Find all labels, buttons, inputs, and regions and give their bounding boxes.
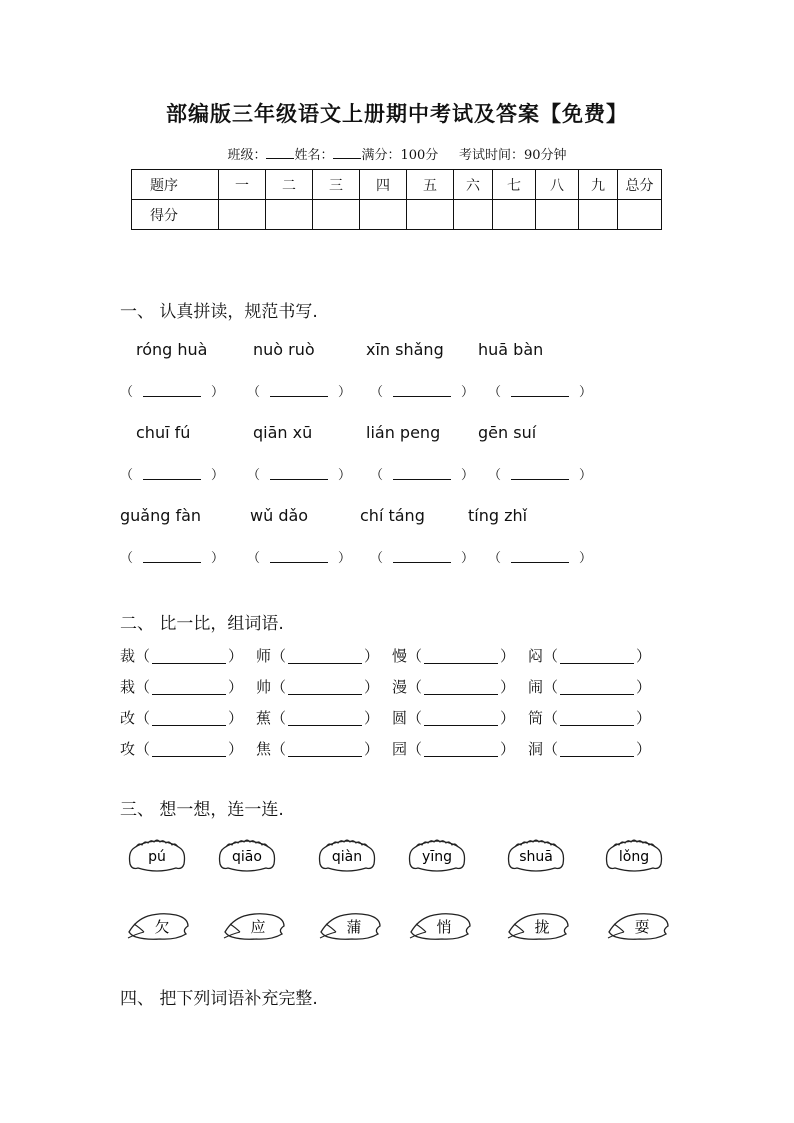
row-label: 得分 <box>132 200 219 230</box>
open-paren: （ <box>543 678 559 696</box>
close-paren: ） <box>228 709 244 727</box>
answer-line <box>424 663 498 664</box>
close-paren: ） <box>211 551 225 566</box>
pinyin-word: róng huà <box>136 340 208 359</box>
answer-line <box>511 562 569 563</box>
pinyin-word: tíng zhǐ <box>468 506 528 525</box>
close-paren: ） <box>228 740 244 758</box>
answer-blank[interactable] <box>488 381 592 400</box>
character: 园 <box>392 740 408 758</box>
score-cell[interactable] <box>536 200 579 230</box>
leaf-shape[interactable] <box>222 910 288 944</box>
word-item[interactable] <box>256 676 379 697</box>
score-cell[interactable] <box>407 200 454 230</box>
leaf-shape[interactable] <box>408 910 474 944</box>
section3-title: 三、 想一想，连一连. <box>120 800 284 820</box>
word-item[interactable] <box>392 707 515 728</box>
open-paren: （ <box>271 678 287 696</box>
score-table-score-row <box>132 200 662 230</box>
dumpling-shape[interactable] <box>505 836 567 876</box>
close-paren: ） <box>211 385 225 400</box>
score-table-header-row <box>132 170 662 200</box>
answer-line <box>152 694 226 695</box>
dumpling-pinyin: shuā <box>519 849 553 865</box>
col-7: 七 <box>493 170 536 200</box>
answer-blank[interactable] <box>488 547 592 566</box>
close-paren: ） <box>461 385 475 400</box>
score-cell[interactable] <box>493 200 536 230</box>
close-paren: ） <box>211 468 225 483</box>
close-paren: ） <box>364 647 380 665</box>
leaf-character: 欠 <box>154 918 170 936</box>
close-paren: ） <box>228 678 244 696</box>
col-9: 九 <box>579 170 618 200</box>
answer-line <box>288 756 362 757</box>
answer-line <box>288 694 362 695</box>
word-item[interactable] <box>392 645 515 666</box>
name-label: 姓名： <box>294 148 334 163</box>
answer-blank[interactable] <box>247 547 351 566</box>
score-cell[interactable] <box>579 200 618 230</box>
word-item[interactable] <box>392 738 515 759</box>
answer-line <box>152 756 226 757</box>
word-item[interactable] <box>120 676 243 697</box>
open-paren: （ <box>271 709 287 727</box>
character: 师 <box>256 647 272 665</box>
answer-blank[interactable] <box>370 381 474 400</box>
open-paren: （ <box>488 468 502 483</box>
close-paren: ） <box>338 551 352 566</box>
close-paren: ） <box>579 468 593 483</box>
close-paren: ） <box>364 740 380 758</box>
col-1: 一 <box>219 170 266 200</box>
answer-blank[interactable] <box>247 381 351 400</box>
score-cell[interactable] <box>360 200 407 230</box>
open-paren: （ <box>135 740 151 758</box>
pinyin-word: gēn suí <box>478 423 537 442</box>
word-item[interactable] <box>256 707 379 728</box>
score-cell[interactable] <box>313 200 360 230</box>
close-paren: ） <box>461 468 475 483</box>
dumpling-shape[interactable] <box>406 836 468 876</box>
answer-line <box>560 725 634 726</box>
answer-line <box>393 479 451 480</box>
score-table <box>131 169 662 230</box>
close-paren: ） <box>228 647 244 665</box>
class-blank <box>266 146 294 159</box>
answer-line <box>511 479 569 480</box>
pinyin-word: xīn shǎng <box>366 340 444 359</box>
word-item[interactable] <box>528 645 651 666</box>
close-paren: ） <box>461 551 475 566</box>
answer-line <box>288 663 362 664</box>
word-item[interactable] <box>256 738 379 759</box>
leaf-character: 悄 <box>436 918 452 936</box>
character: 帅 <box>256 678 272 696</box>
col-5: 五 <box>407 170 454 200</box>
close-paren: ） <box>636 678 652 696</box>
leaf-shape[interactable] <box>506 910 572 944</box>
character: 筒 <box>528 709 544 727</box>
character: 圆 <box>392 709 408 727</box>
answer-blank[interactable] <box>120 547 224 566</box>
leaf-shape[interactable] <box>318 910 384 944</box>
full-score: 满分：100分 <box>361 148 439 163</box>
open-paren: （ <box>407 678 423 696</box>
dumpling-pinyin: pú <box>148 849 166 865</box>
word-item[interactable] <box>528 738 651 759</box>
dumpling-pinyin: lǒng <box>618 849 650 865</box>
character: 洞 <box>528 740 544 758</box>
answer-blank[interactable] <box>370 464 474 483</box>
character: 改 <box>120 709 136 727</box>
open-paren: （ <box>135 647 151 665</box>
close-paren: ） <box>364 678 380 696</box>
character: 攻 <box>120 740 136 758</box>
character: 漫 <box>392 678 408 696</box>
open-paren: （ <box>407 709 423 727</box>
answer-line <box>288 725 362 726</box>
open-paren: （ <box>247 551 261 566</box>
answer-line <box>393 396 451 397</box>
open-paren: （ <box>543 647 559 665</box>
open-paren: （ <box>247 468 261 483</box>
leaf-character: 耍 <box>634 918 650 936</box>
section4-title: 四、 把下列词语补充完整. <box>120 989 318 1009</box>
word-item[interactable] <box>256 645 379 666</box>
character: 焦 <box>256 740 272 758</box>
dumpling-shape[interactable] <box>126 836 188 876</box>
open-paren: （ <box>135 709 151 727</box>
open-paren: （ <box>488 551 502 566</box>
close-paren: ） <box>338 468 352 483</box>
answer-line <box>560 756 634 757</box>
close-paren: ） <box>636 647 652 665</box>
close-paren: ） <box>579 385 593 400</box>
leaf-character: 应 <box>250 918 266 936</box>
open-paren: （ <box>370 551 384 566</box>
answer-blank[interactable] <box>247 464 351 483</box>
dumpling-pinyin: qiāo <box>232 849 262 865</box>
pinyin-word: wǔ dǎo <box>250 506 309 525</box>
col-total: 总分 <box>618 170 662 200</box>
leaf-character: 拢 <box>534 918 550 936</box>
close-paren: ） <box>500 647 516 665</box>
word-item[interactable] <box>120 645 243 666</box>
answer-blank[interactable] <box>120 464 224 483</box>
open-paren: （ <box>370 385 384 400</box>
open-paren: （ <box>271 740 287 758</box>
dumpling-shape[interactable] <box>216 836 278 876</box>
pinyin-word: chuī fú <box>136 423 191 442</box>
col-8: 八 <box>536 170 579 200</box>
answer-line <box>424 725 498 726</box>
col-2: 二 <box>266 170 313 200</box>
open-paren: （ <box>370 468 384 483</box>
answer-line <box>560 663 634 664</box>
col-4: 四 <box>360 170 407 200</box>
open-paren: （ <box>543 709 559 727</box>
col-6: 六 <box>454 170 493 200</box>
pinyin-word: qiān xū <box>253 423 313 442</box>
pinyin-word: guǎng fàn <box>120 506 202 525</box>
character: 裁 <box>120 647 136 665</box>
dumpling-shape[interactable] <box>603 836 665 876</box>
leaf-shape[interactable] <box>126 910 192 944</box>
pinyin-word: nuò ruò <box>253 340 315 359</box>
answer-line <box>143 396 201 397</box>
exam-time: 考试时间：90分钟 <box>458 148 567 163</box>
close-paren: ） <box>500 709 516 727</box>
character: 慢 <box>392 647 408 665</box>
open-paren: （ <box>271 647 287 665</box>
answer-line <box>152 725 226 726</box>
open-paren: （ <box>120 385 134 400</box>
answer-line <box>143 562 201 563</box>
class-label: 班级： <box>227 148 267 163</box>
open-paren: （ <box>407 740 423 758</box>
answer-line <box>270 479 328 480</box>
character: 闹 <box>528 678 544 696</box>
word-item[interactable] <box>120 738 243 759</box>
close-paren: ） <box>338 385 352 400</box>
character: 闷 <box>528 647 544 665</box>
exam-info <box>0 144 794 163</box>
close-paren: ） <box>500 678 516 696</box>
dumpling-pinyin: qiàn <box>331 849 363 865</box>
dumpling-pinyin: yīng <box>422 849 452 865</box>
name-blank <box>333 146 361 159</box>
word-item[interactable] <box>120 707 243 728</box>
answer-line <box>270 396 328 397</box>
answer-line <box>511 396 569 397</box>
answer-blank[interactable] <box>120 381 224 400</box>
character: 蕉 <box>256 709 272 727</box>
answer-line <box>152 663 226 664</box>
score-cell[interactable] <box>266 200 313 230</box>
pinyin-word: lián peng <box>366 423 441 442</box>
answer-line <box>424 694 498 695</box>
leaf-character: 蒲 <box>346 918 362 936</box>
open-paren: （ <box>407 647 423 665</box>
open-paren: （ <box>120 551 134 566</box>
answer-line <box>270 562 328 563</box>
open-paren: （ <box>120 468 134 483</box>
header-label: 题序 <box>132 170 219 200</box>
close-paren: ） <box>636 740 652 758</box>
answer-blank[interactable] <box>488 464 592 483</box>
page-title: 部编版三年级语文上册期中考试及答案【免费】 <box>166 102 628 126</box>
answer-line <box>393 562 451 563</box>
answer-line <box>143 479 201 480</box>
answer-line <box>560 694 634 695</box>
close-paren: ） <box>636 709 652 727</box>
open-paren: （ <box>543 740 559 758</box>
word-item[interactable] <box>392 676 515 697</box>
leaf-shape[interactable] <box>606 910 672 944</box>
col-3: 三 <box>313 170 360 200</box>
score-cell[interactable] <box>219 200 266 230</box>
score-cell[interactable] <box>454 200 493 230</box>
dumpling-shape[interactable] <box>316 836 378 876</box>
word-item[interactable] <box>528 707 651 728</box>
close-paren: ） <box>500 740 516 758</box>
section1-title: 一、 认真拼读，规范书写. <box>120 302 318 322</box>
pinyin-word: chí táng <box>360 506 425 525</box>
section2-title: 二、 比一比，组词语. <box>120 614 284 634</box>
pinyin-word: huā bàn <box>478 340 544 359</box>
open-paren: （ <box>488 385 502 400</box>
open-paren: （ <box>135 678 151 696</box>
score-cell[interactable] <box>618 200 662 230</box>
open-paren: （ <box>247 385 261 400</box>
close-paren: ） <box>364 709 380 727</box>
word-item[interactable] <box>528 676 651 697</box>
answer-blank[interactable] <box>370 547 474 566</box>
answer-line <box>424 756 498 757</box>
character: 栽 <box>120 678 136 696</box>
close-paren: ） <box>579 551 593 566</box>
